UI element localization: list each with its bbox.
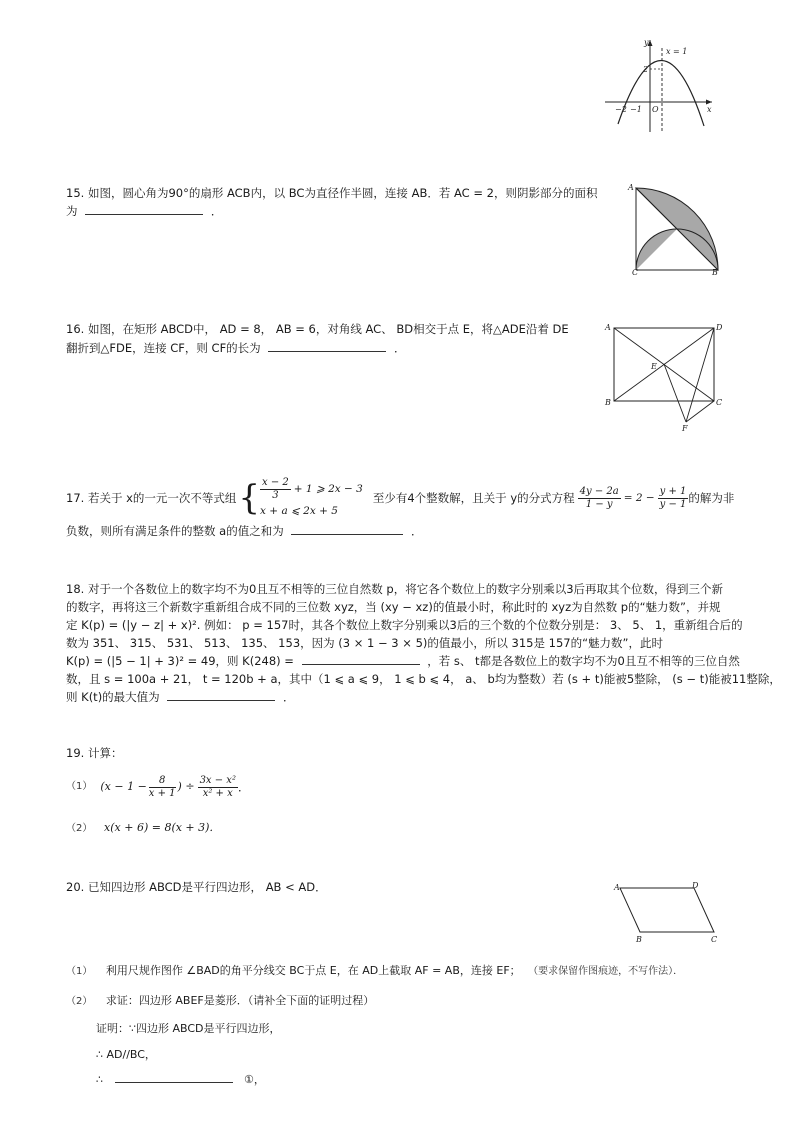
x-label: x (707, 105, 712, 114)
q18-line7-prefix: 则 K(t)的最大值为 (66, 690, 160, 704)
q20-p1-note: （要求保留作图痕迹，不写作法）． (528, 966, 684, 977)
fig16-A: A (605, 323, 611, 332)
q19-p2-expr: x(x + 6) = 8(x + 3)． (104, 821, 221, 834)
q17-line2-prefix: 负数，则所有满足条件的整数 a的值之和为 (66, 524, 284, 538)
eq-num: 4y − 2a (579, 485, 619, 497)
q18-line5-prefix: K(p) = (|5 − 1| + 3)² = 49，则 K(248) = (66, 654, 294, 668)
q20-part2 (66, 992, 374, 1011)
rectangle-figure (600, 320, 732, 432)
fig20-C: C (711, 935, 718, 944)
q20-p2-text: 求证：四边形 ABEF是菱形．（请补全下面的证明过程） (105, 994, 375, 1007)
q15-line1: 15. 如图，圆心角为90°的扇形 ACB内，以 BC为直径作半圆，连接 AB．若 AC = 2，则阴影部分的面积 (66, 186, 598, 200)
fig20-D: D (692, 881, 699, 890)
q17-prefix: 17. 若关于 x的一元一次不等式组 (66, 491, 237, 505)
parabola-curve (618, 60, 704, 126)
q17-suffix: 的解为非 (688, 491, 735, 505)
eq-frac1 (578, 486, 621, 511)
tick-2: 2 (643, 65, 649, 74)
q20-proof3 (96, 1070, 265, 1089)
q20-title: 20. 已知四边形 ABCD是平行四边形， AB < AD． (66, 880, 327, 894)
fig16-D: D (716, 323, 723, 332)
fig20-B: B (636, 935, 642, 944)
q19-p1-b: ) ÷ (177, 780, 195, 793)
q17-line2 (66, 522, 423, 540)
q19-p2-num: （2） (66, 823, 93, 834)
q18-line1: 18. 对于一个各数位上的数字均不为0且互不相等的三位自然数 p，将它各个数位上的数字分别乘以3后再取其个位数，得到三个新 (66, 582, 724, 596)
q18-line5-suffix: ，若 s、 t都是各数位上的数字均不为0且互不相等的三位自然 (427, 654, 740, 668)
fig20-A: A (614, 883, 620, 892)
parallelogram-figure (608, 880, 738, 946)
ineq1-frac (260, 477, 291, 502)
ineq2: x + a ⩽ 2x + 5 (260, 505, 338, 517)
ineq1-num: x − 2 (262, 476, 289, 488)
fig16-C: C (716, 398, 723, 407)
q17-line2-suffix: ． (411, 524, 423, 538)
q16-line2 (66, 339, 406, 357)
tick-neg1: −1 (630, 105, 642, 114)
brace-symbol: { (238, 478, 261, 518)
y-label: y (644, 38, 649, 47)
q19-p1-a: (x − 1 − (100, 780, 147, 793)
q20-proof3-prefix: ∴ (96, 1073, 103, 1086)
q20-proof1: 证明：∵四边形 ABCD是平行四边形， (96, 1022, 281, 1035)
q19-p1-end: ． (237, 780, 250, 794)
q19-frac2 (198, 775, 238, 800)
q17-line1 (66, 474, 734, 522)
q19-f1-num: 8 (149, 775, 176, 788)
fig16-E: E (651, 362, 657, 371)
q19-f1-den: x + 1 (148, 787, 176, 799)
q19-f2-num: 3x − x² (199, 774, 236, 786)
eq-frac2 (658, 486, 689, 511)
q15-suffix: ． (210, 204, 223, 218)
inequality-system (260, 476, 363, 520)
fig16-B: B (605, 398, 611, 407)
q18-kt-blank[interactable] (167, 688, 275, 701)
q17-answer-blank[interactable] (291, 522, 403, 535)
q19-p1-num: （1） (66, 781, 93, 792)
q16-answer-blank[interactable] (268, 339, 386, 352)
fig16-F: F (682, 424, 688, 433)
q16-suffix: ． (394, 341, 406, 355)
q15-answer-blank[interactable] (85, 202, 203, 215)
eq-den2: y − 1 (659, 498, 687, 510)
q16-prefix: 翻折到△FDE，连接 CF，则 CF的长为 (66, 341, 261, 355)
q18-line4: 数为 351、 315、 531、 513、 135、 153，因为 (3 × 1 − 3 × 5)的值最小，所以 315是 157的“魅力数”，此时 (66, 636, 663, 650)
q18-line3: 定 K(p) = (|y − z| + x)². 例如： p = 157时，其各个数位上数字分别乘以3后的三个数的个位数分别是： 3、 5、 1，重新组合后的 (66, 618, 743, 632)
fig15-B: B (712, 268, 718, 277)
q20-p1-num: （1） (66, 966, 93, 977)
q19-f2-den: x² + x (202, 787, 233, 799)
q18-line5 (66, 652, 740, 670)
q16-line1: 16. 如图，在矩形 ABCD中， AD = 8， AB = 6，对角线 AC、 BD相交于点 E，将△ADE沿着 DE (66, 322, 569, 336)
q17-middle: 至少有4个整数解，且关于 y的分式方程 (372, 491, 575, 505)
q18-line7-suffix: ． (283, 690, 295, 704)
q18-line2: 的数字，再将这三个新数字重新组合成不同的三位数 xyz，当 (xy − xz)的值最小时，称此时的 xyz为自然数 p的“魅力数”，并规 (66, 600, 721, 614)
origin-label: O (652, 105, 659, 114)
q20-proof-blank[interactable] (115, 1070, 233, 1083)
parallelogram-ABCD (620, 888, 714, 932)
eq-mid: = 2 − (623, 492, 655, 504)
eq-den: 1 − y (585, 498, 613, 510)
q19-frac1 (149, 775, 176, 800)
ineq1-rest: + 1 ⩾ 2x − 3 (293, 483, 363, 495)
q20-p1-text: 利用尺规作图作 ∠BAD的角平分线交 BC于点 E，在 AD上截取 AF = AB，连接 EF； (105, 964, 521, 977)
q20-p2-num: （2） (66, 996, 93, 1007)
q20-proof2: ∴ AD//BC， (96, 1048, 156, 1061)
sector-figure (624, 182, 724, 278)
q19-part1 (66, 770, 249, 804)
line-label: x = 1 (666, 47, 688, 56)
fig15-C: C (632, 268, 639, 277)
q18-line6: 数，且 s = 100a + 21， t = 120b + a，其中（1 ⩽ a ⩽ 9， 1 ⩽ b ⩽ 4， a、 b均为整数）若 (s + t)能被5整除， (s − t)能被11整除， (66, 672, 781, 686)
q20-part1 (66, 962, 683, 981)
q19-title: 19. 计算： (66, 746, 123, 760)
ineq1-den: 3 (272, 489, 279, 501)
eq-num2: y + 1 (659, 485, 687, 497)
q18-k248-blank[interactable] (302, 652, 420, 665)
q20-proof3-suffix: ①， (244, 1073, 265, 1086)
parabola-figure (600, 36, 720, 136)
fig15-A: A (628, 183, 634, 192)
tick-neg2: −2 (615, 105, 627, 114)
q19-part2 (66, 818, 220, 838)
q15-line2 (66, 202, 222, 220)
q15-prefix: 为 (66, 204, 78, 218)
q18-line7 (66, 688, 295, 706)
